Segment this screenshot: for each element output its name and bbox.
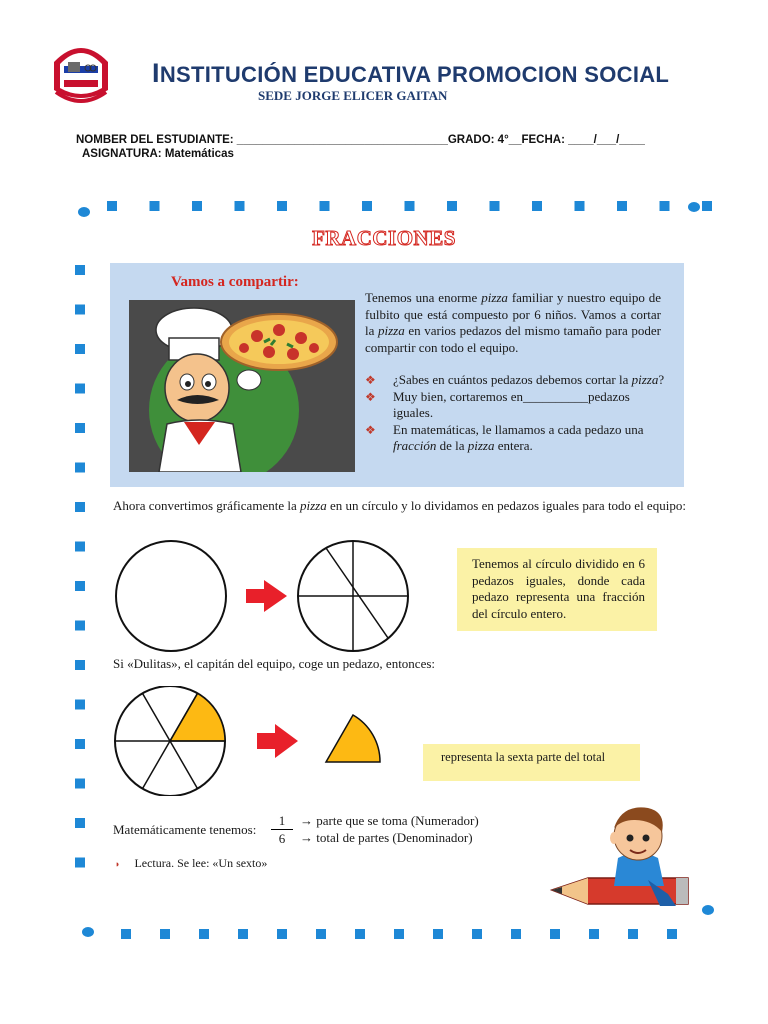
fraction-parts (300, 812, 479, 846)
red-bullet-icon: ◗ (115, 859, 121, 869)
frame-corner-dot (702, 905, 714, 915)
frame-dot (75, 384, 85, 394)
reading-line: ◗ Lectura. Se lee: «Un sexto» (115, 856, 268, 870)
frame-dot (107, 201, 117, 211)
frame-dot (160, 929, 170, 939)
frame-corner-dot (78, 207, 90, 217)
frame-dot (150, 201, 160, 211)
frame-dot (316, 929, 326, 939)
frame-dot (447, 201, 457, 211)
institution-title: INSTITUCIÓN EDUCATIVA PROMOCION SOCIAL (152, 58, 670, 88)
denominator: 6 (271, 829, 293, 847)
numerator: 1 (278, 813, 286, 828)
frame-dot (667, 929, 677, 939)
circle-division-diagram (110, 540, 420, 660)
frame-dot (75, 423, 85, 433)
frame-dot (121, 929, 131, 939)
frame-dot (433, 929, 443, 939)
frame-dot (277, 929, 287, 939)
frame-dot (490, 201, 500, 211)
circle-note: Tenemos al círculo dividido en 6 pedazos iguales, donde cada pedazo representa una fracción del círculo entero. (457, 548, 657, 631)
intro-text: Ahora convertimos gráficamente la pizza en un círculo y lo dividamos en pedazos iguales para todo el equipo: (113, 498, 686, 513)
frame-dot (511, 929, 521, 939)
frame-dot (702, 201, 712, 211)
share-paragraph: Tenemos una enorme pizza familiar y nuestro equipo de fulbito que está compuesto por 6 niños. Vamos a cortar la pizza en varios pedazos del mismo tamaño para poder compartir con todo el equipo. (365, 290, 661, 355)
bullet-item: ❖ Muy bien, cortaremos en__________pedazos iguales. (365, 388, 630, 420)
bullet-item: ❖ ¿Sabes en cuántos pedazos debemos cortar la pizza? (365, 372, 665, 387)
frame-dot (199, 929, 209, 939)
frame-dot (75, 621, 85, 631)
frame-dot (617, 201, 627, 211)
math-label: Matemáticamente tenemos: (113, 822, 257, 837)
frame-dot (75, 502, 85, 512)
chef-pizza-illustration (129, 300, 355, 472)
school-crest-logo (50, 40, 112, 110)
frame-dot (394, 929, 404, 939)
frame-dot (75, 463, 85, 473)
frame-dot (75, 779, 85, 789)
red-arrow-icon (257, 724, 298, 758)
frame-dot (235, 201, 245, 211)
frame-dot (238, 929, 248, 939)
whole-circle (116, 541, 226, 651)
frame-dot (75, 818, 85, 828)
frame-dot (320, 201, 330, 211)
frame-dot (75, 344, 85, 354)
frame-dot (75, 858, 85, 868)
share-box-heading: Vamos a compartir: (171, 274, 299, 290)
frame-corner-dot (688, 202, 700, 212)
frame-dot (532, 201, 542, 211)
share-bullets (365, 372, 665, 455)
subject-line: ASIGNATURA: Matemáticas (82, 148, 234, 160)
frame-dot (75, 700, 85, 710)
dulitas-text: Si «Dulitas», el capitán del equipo, coge un pedazo, entonces: (113, 656, 436, 671)
divided-circle (298, 541, 408, 651)
frame-dot (75, 305, 85, 315)
frame-dot (660, 201, 670, 211)
diamond-bullet-icon: ❖ (365, 422, 376, 437)
fraction-one-sixth (271, 812, 293, 847)
bullet-item: ❖ En matemáticas, le llamamos a cada pedazo una fracción de la pizza entera. (365, 421, 644, 453)
denominator-description: → total de partes (Denominador) (300, 830, 473, 845)
frame-dot (75, 542, 85, 552)
diamond-bullet-icon: ❖ (365, 373, 376, 387)
frame-dot (75, 581, 85, 591)
frame-dot (75, 660, 85, 670)
frame-dot (75, 739, 85, 749)
sixths-circle (115, 686, 225, 796)
red-arrow-icon (246, 580, 287, 612)
frame-dot (472, 929, 482, 939)
sixth-slice (326, 715, 380, 762)
frame-dot (75, 265, 85, 275)
frame-dot (628, 929, 638, 939)
boy-on-pencil-illustration (548, 798, 698, 916)
frame-dot (362, 201, 372, 211)
frame-dot (405, 201, 415, 211)
frame-dot (355, 929, 365, 939)
numerator-description: → parte que se toma (Numerador) (300, 813, 479, 828)
section-title: FRACCIONES (312, 226, 456, 250)
frame-dot (550, 929, 560, 939)
diamond-bullet-icon: ❖ (365, 389, 376, 404)
student-info-line: NOMBER DEL ESTUDIANTE: _________________________________GRADO: 4°__FECHA: ____/___/____ (76, 134, 645, 146)
frame-corner-dot (82, 927, 94, 937)
frame-dot (575, 201, 585, 211)
slice-diagram (110, 686, 400, 796)
frame-dot (589, 929, 599, 939)
frame-dot (277, 201, 287, 211)
sixth-note: representa la sexta parte del total (423, 744, 640, 781)
campus-subtitle: SEDE JORGE ELICER GAITAN (258, 88, 448, 103)
frame-dot (192, 201, 202, 211)
